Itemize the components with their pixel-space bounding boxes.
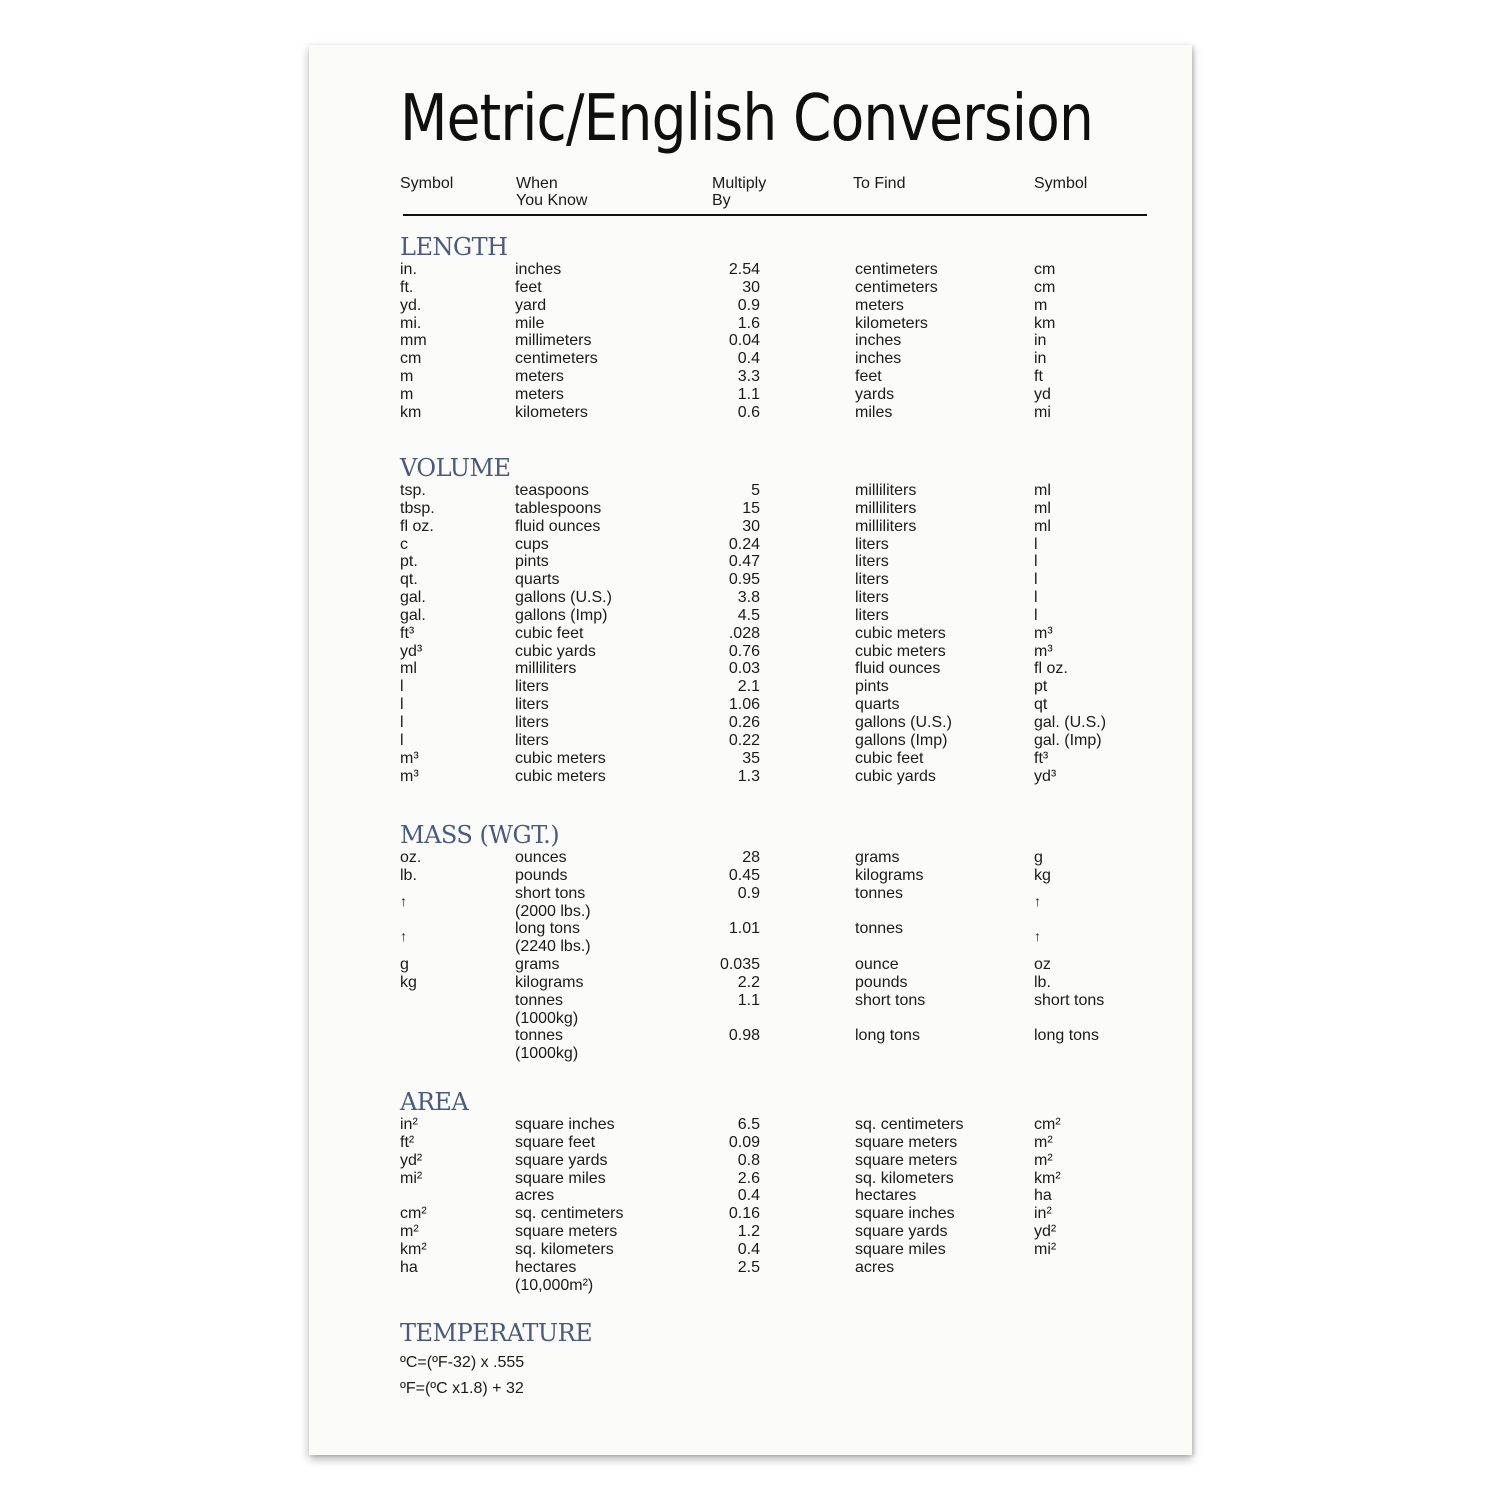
to-find-cell: liters xyxy=(855,589,889,607)
result-symbol-cell: ft³ xyxy=(1034,749,1049,767)
section-title: AREA xyxy=(400,1088,469,1116)
table-row xyxy=(400,500,1200,518)
multiply-by-cell: 28 xyxy=(742,849,760,866)
to-find-cell: milliliters xyxy=(855,499,917,517)
table-row xyxy=(400,350,1200,368)
result-symbol-cell: m³ xyxy=(1034,642,1053,660)
to-find-cell: inches xyxy=(855,332,902,350)
multiply-by-cell: 0.6 xyxy=(737,403,760,421)
symbol-cell: km² xyxy=(400,1240,427,1258)
when-you-know-cell: sq. kilometers xyxy=(515,1240,614,1258)
symbol-cell: tbsp. xyxy=(400,499,435,517)
to-find-cell: quarts xyxy=(855,696,900,714)
result-symbol-cell: m³ xyxy=(1034,624,1053,642)
result-symbol-cell: kg xyxy=(1034,866,1051,884)
result-symbol-cell: oz xyxy=(1034,956,1051,974)
to-find-cell: kilometers xyxy=(855,314,928,332)
result-symbol-cell: gal. (U.S.) xyxy=(1034,713,1107,731)
when-you-know-cell: (2240 lbs.) xyxy=(515,938,591,956)
multiply-by-cell: 30 xyxy=(742,278,760,296)
to-find-cell: feet xyxy=(855,368,882,386)
to-find-cell: liters xyxy=(855,606,889,624)
symbol-cell: l xyxy=(400,713,404,731)
table-row xyxy=(400,607,1200,625)
when-you-know-cell: cubic meters xyxy=(515,749,606,767)
table-row xyxy=(400,1134,1200,1152)
symbol-cell: km xyxy=(400,403,422,421)
multiply-by-cell: 0.45 xyxy=(728,866,760,884)
header-symbol: Symbol xyxy=(400,175,454,192)
result-symbol-cell: ha xyxy=(1034,1187,1052,1205)
multiply-by-cell: 0.22 xyxy=(728,731,760,749)
result-symbol-cell: l xyxy=(1034,553,1038,571)
header-rule xyxy=(403,214,1147,216)
symbol-cell: mi. xyxy=(400,314,422,332)
result-symbol-cell: in xyxy=(1034,332,1047,350)
result-symbol-cell: m² xyxy=(1034,1151,1053,1169)
symbol-cell: gal. xyxy=(400,589,426,607)
table-row xyxy=(400,678,1200,696)
when-you-know-cell: cubic yards xyxy=(515,642,596,660)
section-title: VOLUME xyxy=(400,454,511,482)
multiply-by-cell: 0.47 xyxy=(728,553,760,571)
symbol-cell: kg xyxy=(400,973,417,991)
result-symbol-cell: yd³ xyxy=(1034,767,1057,785)
table-row xyxy=(400,992,1200,1028)
multiply-by-cell: 1.6 xyxy=(737,314,760,332)
symbol-cell: m xyxy=(400,385,414,403)
when-you-know-cell: kilometers xyxy=(515,403,588,421)
when-you-know-cell: square miles xyxy=(515,1169,606,1187)
when-you-know-cell: (1000kg) xyxy=(515,1045,579,1063)
symbol-cell: qt. xyxy=(400,571,418,589)
table-row xyxy=(400,732,1200,750)
result-symbol-cell: in xyxy=(1034,350,1047,368)
to-find-cell: square yards xyxy=(855,1223,948,1241)
when-you-know-cell: gallons (U.S.) xyxy=(515,589,612,607)
symbol-cell: mm xyxy=(400,332,427,350)
result-symbol-cell: in² xyxy=(1034,1205,1052,1223)
result-symbol-cell: l xyxy=(1034,535,1038,553)
when-you-know-cell: milliliters xyxy=(515,660,577,678)
to-find-cell: milliliters xyxy=(855,482,917,499)
when-you-know-cell: tablespoons xyxy=(515,499,602,517)
result-symbol-cell: cm xyxy=(1034,261,1056,278)
symbol-cell: yd² xyxy=(400,1151,423,1169)
multiply-by-cell: 2.6 xyxy=(737,1169,760,1187)
table-row xyxy=(400,660,1200,678)
result-symbol-cell: ml xyxy=(1034,499,1051,517)
when-you-know-cell: liters xyxy=(515,696,549,714)
result-symbol-cell: ml xyxy=(1034,517,1051,535)
table-row xyxy=(400,714,1200,732)
to-find-cell: tonnes xyxy=(855,884,904,902)
table-row xyxy=(400,1027,1200,1063)
when-you-know-cell: teaspoons xyxy=(515,482,589,499)
symbol-cell: pt. xyxy=(400,553,418,571)
symbol-cell: fl oz. xyxy=(400,517,434,535)
table-row xyxy=(400,315,1200,333)
when-you-know-cell: cups xyxy=(515,535,549,553)
symbol-cell: mi² xyxy=(400,1169,423,1187)
to-find-cell: square meters xyxy=(855,1133,958,1151)
arrow-up-icon: ↑ xyxy=(400,928,407,945)
when-you-know-cell: tonnes xyxy=(515,1027,564,1045)
symbol-cell: m³ xyxy=(400,767,419,785)
section-title: MASS (WGT.) xyxy=(400,821,560,849)
arrow-up-icon: ↑ xyxy=(400,892,407,909)
to-find-cell: cubic meters xyxy=(855,642,946,660)
table-row xyxy=(400,1241,1200,1259)
table-row xyxy=(400,1152,1200,1170)
table-row xyxy=(400,297,1200,315)
multiply-by-cell: 1.1 xyxy=(737,991,760,1009)
table-row xyxy=(400,956,1200,974)
section-area xyxy=(400,1088,1200,1294)
multiply-by-cell: 1.1 xyxy=(737,385,760,403)
to-find-cell: long tons xyxy=(855,1027,920,1045)
table-row xyxy=(400,696,1200,714)
section-mass xyxy=(400,821,1200,1063)
to-find-cell: meters xyxy=(855,296,904,314)
when-you-know-cell: yard xyxy=(515,296,547,314)
symbol-cell: yd³ xyxy=(400,642,423,660)
multiply-by-cell: 1.01 xyxy=(728,920,760,938)
symbol-cell: g xyxy=(400,956,409,974)
multiply-by-cell: 3.8 xyxy=(737,589,760,607)
result-symbol-cell: pt xyxy=(1034,678,1048,696)
to-find-cell: miles xyxy=(855,403,893,421)
when-you-know-cell: square yards xyxy=(515,1151,608,1169)
to-find-cell: fluid ounces xyxy=(855,660,941,678)
table-row xyxy=(400,867,1200,885)
symbol-cell: cm² xyxy=(400,1205,427,1223)
page-title: Metric/English Conversion xyxy=(400,82,1093,156)
to-find-cell: centimeters xyxy=(855,261,938,278)
table-row xyxy=(400,885,1200,921)
symbol-cell: gal. xyxy=(400,606,426,624)
to-find-cell: square inches xyxy=(855,1205,955,1223)
multiply-by-cell: 0.03 xyxy=(728,660,760,678)
symbol-cell: l xyxy=(400,696,404,714)
when-you-know-cell: cubic feet xyxy=(515,624,584,642)
when-you-know-cell: quarts xyxy=(515,571,560,589)
multiply-by-cell: 2.1 xyxy=(737,678,760,696)
to-find-cell: centimeters xyxy=(855,278,938,296)
multiply-by-cell: 1.06 xyxy=(728,696,760,714)
when-you-know-cell: millimeters xyxy=(515,332,592,350)
when-you-know-cell: cubic meters xyxy=(515,767,606,785)
to-find-cell: liters xyxy=(855,553,889,571)
symbol-cell: ml xyxy=(400,660,417,678)
when-you-know-cell: tonnes xyxy=(515,991,564,1009)
multiply-by-cell: 4.5 xyxy=(737,606,760,624)
multiply-by-cell: 0.98 xyxy=(728,1027,760,1045)
result-symbol-cell: mi xyxy=(1034,403,1051,421)
result-symbol-cell: l xyxy=(1034,606,1038,624)
table-row xyxy=(400,1170,1200,1188)
symbol-cell: ft³ xyxy=(400,624,415,642)
multiply-by-cell: 30 xyxy=(742,517,760,535)
when-you-know-cell: short tons xyxy=(515,884,586,902)
table-row xyxy=(400,518,1200,536)
symbol-cell: l xyxy=(400,678,404,696)
symbol-cell: oz. xyxy=(400,849,422,866)
when-you-know-cell: pints xyxy=(515,553,549,571)
to-find-cell: cubic feet xyxy=(855,749,924,767)
symbol-cell: l xyxy=(400,731,404,749)
temperature-formula-c: ºC=(ºF-32) x .555 xyxy=(400,1354,525,1371)
to-find-cell: inches xyxy=(855,350,902,368)
result-symbol-cell: ml xyxy=(1034,482,1051,499)
when-you-know-cell: long tons xyxy=(515,920,580,938)
table-row xyxy=(400,920,1200,956)
result-symbol-cell: yd xyxy=(1034,385,1051,403)
result-symbol-cell: short tons xyxy=(1034,991,1105,1009)
when-you-know-cell: grams xyxy=(515,956,560,974)
table-row xyxy=(400,768,1200,786)
when-you-know-cell: meters xyxy=(515,385,564,403)
multiply-by-cell: 0.95 xyxy=(728,571,760,589)
when-you-know-cell: (1000kg) xyxy=(515,1009,579,1027)
table-row xyxy=(400,974,1200,992)
multiply-by-cell: 2.5 xyxy=(737,1258,760,1276)
result-symbol-cell: g xyxy=(1034,849,1043,866)
result-symbol-cell: mi² xyxy=(1034,1240,1057,1258)
to-find-cell: pounds xyxy=(855,973,908,991)
to-find-cell: yards xyxy=(855,385,895,403)
result-symbol-cell: fl oz. xyxy=(1034,660,1068,678)
to-find-cell: cubic yards xyxy=(855,767,936,785)
multiply-by-cell: 5 xyxy=(751,482,760,499)
to-find-cell: kilograms xyxy=(855,866,924,884)
symbol-cell: tsp. xyxy=(400,482,426,499)
multiply-by-cell: 0.16 xyxy=(728,1205,760,1223)
table-row xyxy=(400,404,1200,422)
section-title: TEMPERATURE xyxy=(400,1319,593,1347)
multiply-by-cell: 35 xyxy=(742,749,760,767)
when-you-know-cell: sq. centimeters xyxy=(515,1205,624,1223)
to-find-cell: acres xyxy=(855,1258,895,1276)
table-row xyxy=(400,482,1200,500)
symbol-cell: ft² xyxy=(400,1133,415,1151)
to-find-cell: liters xyxy=(855,571,889,589)
multiply-by-cell: 3.3 xyxy=(737,368,760,386)
table-row xyxy=(400,849,1200,867)
when-you-know-cell: square inches xyxy=(515,1116,615,1133)
header-when-you-know: When You Know xyxy=(516,175,588,209)
when-you-know-cell: feet xyxy=(515,278,542,296)
symbol-cell: ft. xyxy=(400,278,414,296)
multiply-by-cell: 0.24 xyxy=(728,535,760,553)
when-you-know-cell: acres xyxy=(515,1187,555,1205)
multiply-by-cell: 0.04 xyxy=(728,332,760,350)
symbol-cell: in. xyxy=(400,261,417,278)
to-find-cell: sq. kilometers xyxy=(855,1169,954,1187)
to-find-cell: gallons (U.S.) xyxy=(855,713,952,731)
table-row xyxy=(400,261,1200,279)
header-symbol-result: Symbol xyxy=(1034,175,1088,192)
multiply-by-cell: 1.3 xyxy=(737,767,760,785)
to-find-cell: ounce xyxy=(855,956,899,974)
section-length xyxy=(400,233,1200,422)
table-row xyxy=(400,536,1200,554)
when-you-know-cell: meters xyxy=(515,368,564,386)
when-you-know-cell: hectares xyxy=(515,1258,577,1276)
to-find-cell: hectares xyxy=(855,1187,917,1205)
when-you-know-cell: square feet xyxy=(515,1133,596,1151)
multiply-by-cell: 0.4 xyxy=(737,350,760,368)
result-symbol-cell: m xyxy=(1034,296,1048,314)
to-find-cell: cubic meters xyxy=(855,624,946,642)
to-find-cell: square meters xyxy=(855,1151,958,1169)
when-you-know-cell: mile xyxy=(515,314,545,332)
table-row xyxy=(400,553,1200,571)
to-find-cell: liters xyxy=(855,535,889,553)
result-symbol-cell: l xyxy=(1034,571,1038,589)
multiply-by-cell: 0.8 xyxy=(737,1151,760,1169)
to-find-cell: grams xyxy=(855,849,900,866)
multiply-by-cell: 2.54 xyxy=(728,261,760,278)
multiply-by-cell: 6.5 xyxy=(737,1116,760,1133)
section-title: LENGTH xyxy=(400,233,508,261)
multiply-by-cell: 0.4 xyxy=(737,1240,760,1258)
to-find-cell: tonnes xyxy=(855,920,904,938)
section-temperature xyxy=(400,1319,1200,1347)
result-symbol-cell: qt xyxy=(1034,696,1048,714)
when-you-know-cell: fluid ounces xyxy=(515,517,601,535)
table-row xyxy=(400,1259,1200,1295)
symbol-cell: m xyxy=(400,368,414,386)
result-symbol-cell: km xyxy=(1034,314,1056,332)
table-row xyxy=(400,643,1200,661)
symbol-cell: yd. xyxy=(400,296,422,314)
when-you-know-cell: square meters xyxy=(515,1223,618,1241)
multiply-by-cell: 0.9 xyxy=(737,884,760,902)
table-row xyxy=(400,750,1200,768)
to-find-cell: short tons xyxy=(855,991,926,1009)
when-you-know-cell: pounds xyxy=(515,866,568,884)
header-to-find: To Find xyxy=(853,175,906,192)
arrow-up-icon: ↑ xyxy=(1034,892,1041,909)
symbol-cell: ha xyxy=(400,1258,418,1276)
table-row xyxy=(400,332,1200,350)
temperature-formula-f: ºF=(ºC x1.8) + 32 xyxy=(400,1380,524,1397)
table-row xyxy=(400,1187,1200,1205)
table-row xyxy=(400,589,1200,607)
when-you-know-cell: centimeters xyxy=(515,350,598,368)
to-find-cell: pints xyxy=(855,678,889,696)
when-you-know-cell: (10,000m²) xyxy=(515,1276,594,1294)
multiply-by-cell: 0.26 xyxy=(728,713,760,731)
result-symbol-cell: m² xyxy=(1034,1133,1053,1151)
symbol-cell: m³ xyxy=(400,749,419,767)
table-row xyxy=(400,1205,1200,1223)
when-you-know-cell: kilograms xyxy=(515,973,584,991)
symbol-cell: lb. xyxy=(400,866,417,884)
to-find-cell: milliliters xyxy=(855,517,917,535)
result-symbol-cell: lb. xyxy=(1034,973,1051,991)
when-you-know-cell: liters xyxy=(515,713,549,731)
when-you-know-cell: liters xyxy=(515,678,549,696)
table-row xyxy=(400,571,1200,589)
to-find-cell: sq. centimeters xyxy=(855,1116,964,1133)
when-you-know-cell: gallons (Imp) xyxy=(515,606,608,624)
multiply-by-cell: 0.76 xyxy=(728,642,760,660)
result-symbol-cell: yd² xyxy=(1034,1223,1057,1241)
when-you-know-cell: liters xyxy=(515,731,549,749)
multiply-by-cell: 2.2 xyxy=(737,973,760,991)
multiply-by-cell: 15 xyxy=(742,499,760,517)
result-symbol-cell: km² xyxy=(1034,1169,1061,1187)
table-row xyxy=(400,279,1200,297)
to-find-cell: square miles xyxy=(855,1240,946,1258)
multiply-by-cell: 0.4 xyxy=(737,1187,760,1205)
table-row xyxy=(400,368,1200,386)
result-symbol-cell: cm² xyxy=(1034,1116,1061,1133)
result-symbol-cell: ft xyxy=(1034,368,1043,386)
symbol-cell: in² xyxy=(400,1116,418,1133)
multiply-by-cell: 0.9 xyxy=(737,296,760,314)
when-you-know-cell: ounces xyxy=(515,849,567,866)
when-you-know-cell: (2000 lbs.) xyxy=(515,902,591,920)
symbol-cell: c xyxy=(400,535,408,553)
header-multiply-by: Multiply By xyxy=(712,175,767,209)
multiply-by-cell: 1.2 xyxy=(737,1223,760,1241)
table-row xyxy=(400,1116,1200,1134)
symbol-cell: cm xyxy=(400,350,422,368)
result-symbol-cell: l xyxy=(1034,589,1038,607)
result-symbol-cell: gal. (Imp) xyxy=(1034,731,1102,749)
section-volume xyxy=(400,454,1200,785)
table-row xyxy=(400,386,1200,404)
multiply-by-cell: 0.09 xyxy=(728,1133,760,1151)
to-find-cell: gallons (Imp) xyxy=(855,731,948,749)
table-row xyxy=(400,625,1200,643)
arrow-up-icon: ↑ xyxy=(1034,928,1041,945)
symbol-cell: m² xyxy=(400,1223,419,1241)
multiply-by-cell: 0.035 xyxy=(719,956,760,974)
result-symbol-cell: long tons xyxy=(1034,1027,1099,1045)
when-you-know-cell: inches xyxy=(515,261,562,278)
result-symbol-cell: cm xyxy=(1034,278,1056,296)
multiply-by-cell: .028 xyxy=(728,624,760,642)
table-row xyxy=(400,1223,1200,1241)
